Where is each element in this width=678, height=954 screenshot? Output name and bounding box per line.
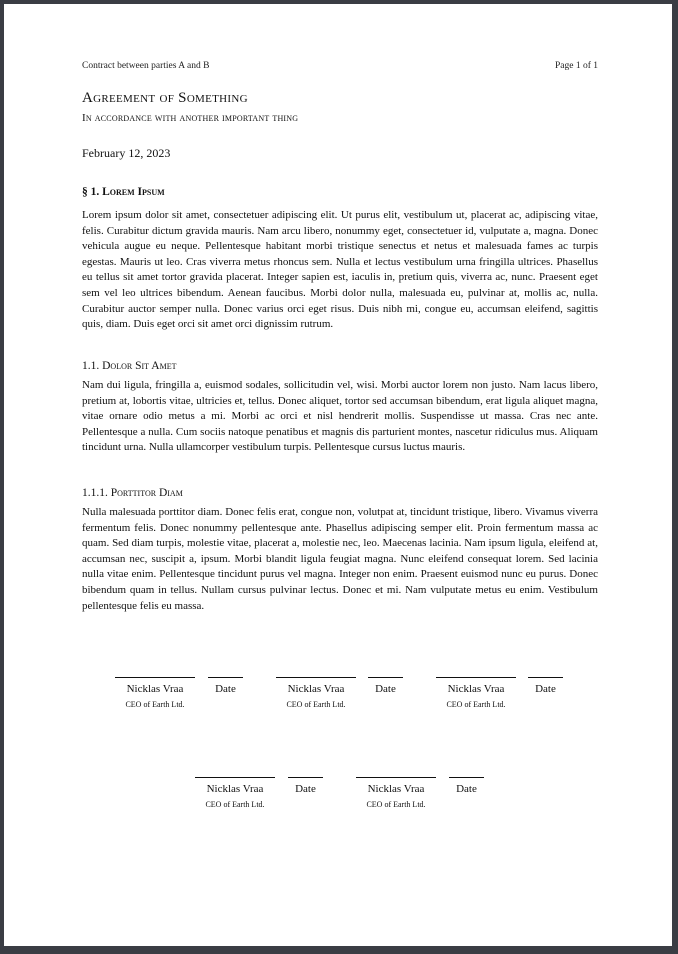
document-subtitle: In accordance with another important thing [82, 112, 299, 124]
header-left: Contract between parties A and B [82, 61, 210, 71]
date-line [449, 777, 484, 778]
running-header [82, 61, 598, 71]
signature-date-block [288, 777, 323, 795]
date-label: Date [535, 683, 556, 695]
date-line [528, 677, 563, 678]
signature-block [115, 677, 195, 709]
signature-block [436, 677, 516, 709]
document-page [4, 4, 672, 946]
signatory-name: Nicklas Vraa [126, 683, 184, 695]
signatory-role: CEO of Earth Ltd. [446, 700, 506, 709]
signature-block [356, 777, 436, 809]
header-page-number: Page 1 of 1 [554, 61, 598, 71]
date-label: Date [456, 783, 477, 795]
date-line [288, 777, 323, 778]
signatory-name: Nicklas Vraa [287, 683, 345, 695]
date-label: Date [375, 683, 396, 695]
date-line [208, 677, 243, 678]
section-text-1: Lorem ipsum dolor sit amet, consectetuer adipiscing elit. Ut purus elit, vestibulum ut, placerat ac, adipiscing vitae, felis. Curabitur dictum gravida mauris. Nam arcu libero, nonummy eget, consectetuer id, vulputate a, magna. Donec vehicula augue eu neque. Pellentesque habitant morbi tristique senectus et netus et malesuada fames ac turpis egestas. Mauris ut leo. Cras viverra metus rhoncus sem. Nulla et lectus vestibulum urna fringilla ultrices. Phasellus eu tellus sit amet tortor gravida placerat. Integer sapien est, iaculis in, pretium quis, viverra ac, nunc. Praesent eget sem vel leo ultrices bibendum. Aenean faucibus. Morbi dolor nulla, malesuada eu, pulvinar at, mollis ac, nulla. Curabitur auctor semper nulla. Donec varius orci eget risus. Duis nibh mi, congue eu, accumsan eleifend, sagittis quis, diam. Duis eget orci sit amet orci dignissim rutrum. [82, 209, 598, 331]
signatory-name: Nicklas Vraa [206, 783, 264, 795]
signature-line [115, 677, 195, 678]
signatory-role: CEO of Earth Ltd. [125, 700, 185, 709]
document-title: Agreement of Something [82, 90, 248, 106]
section-heading-1: § 1. Lorem Ipsum [82, 186, 165, 198]
section-heading-1-1-1: 1.1.1. Porttitor Diam [82, 487, 183, 499]
signature-date-block [528, 677, 563, 695]
signatory-role: CEO of Earth Ltd. [366, 800, 426, 809]
signatory-name: Nicklas Vraa [447, 683, 505, 695]
date-label: Date [215, 683, 236, 695]
signature-line [276, 677, 356, 678]
signature-line [436, 677, 516, 678]
signature-line [195, 777, 275, 778]
signatory-role: CEO of Earth Ltd. [205, 800, 265, 809]
signature-block [195, 777, 275, 809]
signature-date-block [449, 777, 484, 795]
section-heading-1-1: 1.1. Dolor Sit Amet [82, 360, 177, 372]
signature-line [356, 777, 436, 778]
date-line [368, 677, 403, 678]
signature-date-block [368, 677, 403, 695]
section-text-1-1: Nam dui ligula, fringilla a, euismod sodales, sollicitudin vel, wisi. Morbi auctor lorem non justo. Nam lacus libero, pretium at, lobortis vitae, ultricies et, tellus. Donec aliquet, tortor sed accumsan bibendum, erat ligula aliquet magna, vitae ornare odio metus a mi. Morbi ac orci et nisl hendrerit mollis. Suspendisse ut massa. Cras nec ante. Pellentesque a nulla. Cum sociis natoque penatibus et magnis dis parturient montes, nascetur ridiculus mus. Aliquam tincidunt urna. Nulla ullamcorper vestibulum turpis. Pellentesque cursus luctus mauris. [82, 379, 598, 454]
date-label: Date [295, 783, 316, 795]
document-date: February 12, 2023 [82, 146, 171, 160]
section-text-1-1-1: Nulla malesuada porttitor diam. Donec felis erat, congue non, volutpat at, tincidunt tristique, libero. Vivamus viverra fermentum felis. Donec nonummy pellentesque ante. Phasellus adipiscing semper elit. Proin fermentum massa ac quam. Sed diam turpis, molestie vitae, placerat a, molestie nec, leo. Maecenas lacinia. Nam ipsum ligula, eleifend at, accumsan nec, suscipit a, ipsum. Morbi blandit ligula feugiat magna. Nunc eleifend consequat lorem. Sed lacinia nulla vitae enim. Pellentesque tincidunt purus vel magna. Integer non enim. Praesent euismod nunc eu purus. Donec bibendum quam in tellus. Nullam cursus pulvinar lectus. Donec et mi. Nam vulputate metus eu enim. Vestibulum pellentesque felis eu massa. [82, 506, 598, 612]
signatory-role: CEO of Earth Ltd. [286, 700, 346, 709]
signature-block [276, 677, 356, 709]
signature-date-block [208, 677, 243, 695]
signatory-name: Nicklas Vraa [367, 783, 425, 795]
